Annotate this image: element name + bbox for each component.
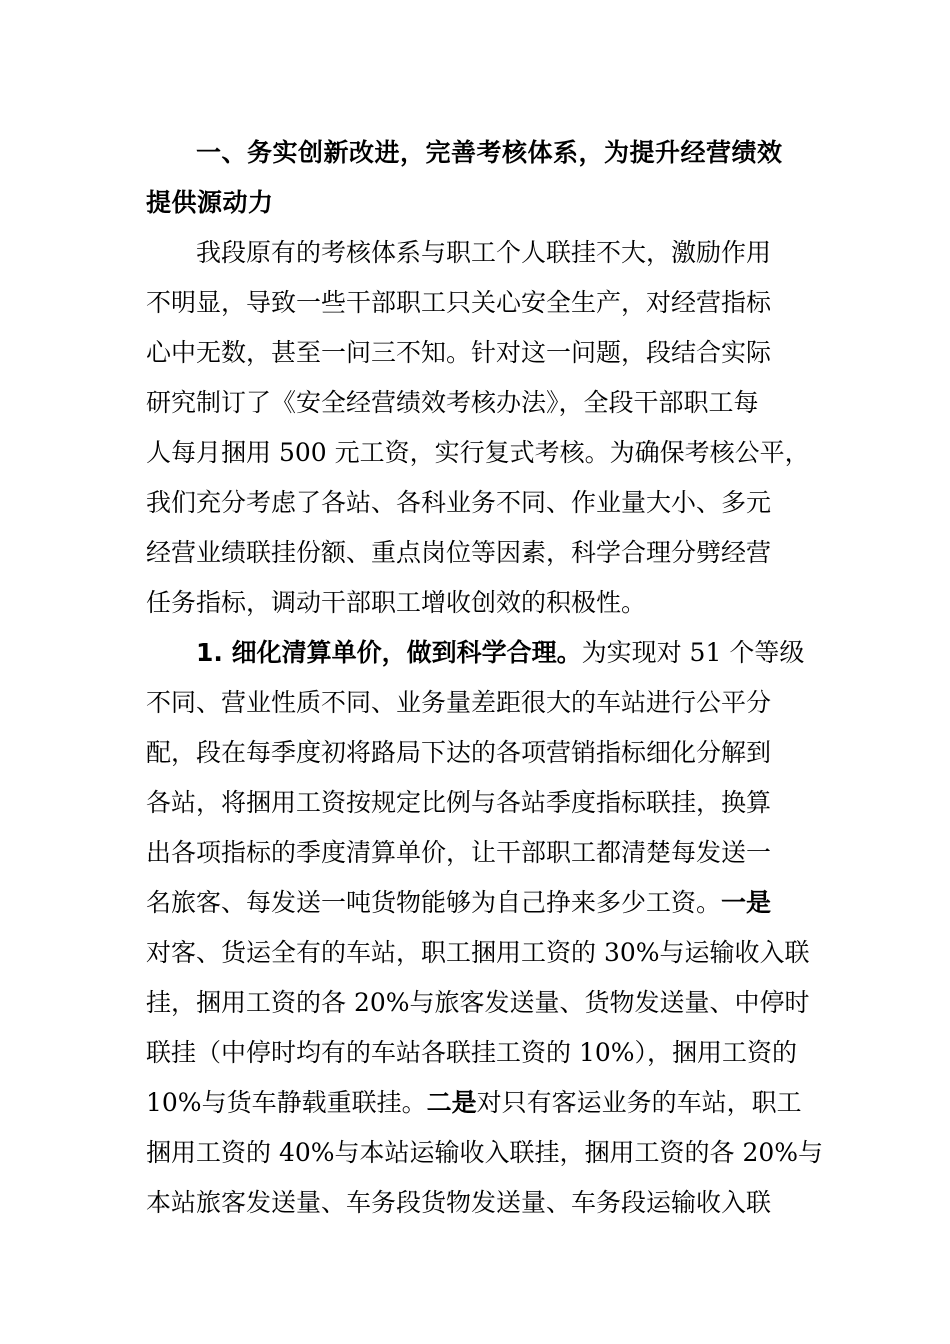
document-body bbox=[146, 128, 824, 1228]
paragraph-2-line-11: 捆用工资的 40%与本站运输收入联挂，捆用工资的各 20%与 bbox=[146, 1138, 824, 1167]
paragraph-1-line-5: 人每月捆用 500 元工资，实行复式考核。为确保考核公平， bbox=[146, 438, 810, 467]
paragraph-2-line-6-text: 名旅客、每发送一吨货物能够为自己挣来多少工资。 bbox=[146, 888, 722, 917]
paragraph-2-line-5: 出各项指标的季度清算单价，让干部职工都清楚每发送一 bbox=[146, 838, 772, 867]
paragraph-1-line-4: 研究制订了《安全经营绩效考核办法》，全段干部职工每 bbox=[146, 388, 759, 417]
section-heading-line-2: 提供源动力 bbox=[146, 188, 274, 217]
paragraph-1-line-3: 心中无数，甚至一问三不知。针对这一问题，段结合实际 bbox=[146, 338, 772, 367]
paragraph-2-line-10 bbox=[146, 1078, 806, 1128]
point-two-label: 二是 bbox=[426, 1088, 477, 1117]
paragraph-2-line-3: 配，段在每季度初将路局下达的各项营销指标细化分解到 bbox=[146, 738, 772, 767]
section-heading-line-1: 一、务实创新改进，完善考核体系，为提升经营绩效 bbox=[196, 138, 783, 167]
paragraph-2-line-9: 联挂（中停时均有的车站各联挂工资的 10%），捆用工资的 bbox=[146, 1038, 798, 1067]
paragraph-1-line-1: 我段原有的考核体系与职工个人联挂不大，激励作用 bbox=[196, 238, 772, 267]
paragraph-1-line-8: 任务指标，调动干部职工增收创效的积极性。 bbox=[146, 588, 647, 617]
paragraph-2-line-10-rest: 对只有客运业务的车站，职工 bbox=[476, 1088, 802, 1117]
point-one-label: 一是 bbox=[721, 888, 772, 917]
paragraph-1-line-7: 经营业绩联挂份额、重点岗位等因素，科学合理分劈经营 bbox=[146, 538, 772, 567]
subsection-lead: 1. 细化清算单价，做到科学合理。 bbox=[196, 638, 582, 667]
paragraph-2-line-1-text: 为实现对 51 个等级 bbox=[581, 638, 805, 667]
paragraph-2-line-8: 挂，捆用工资的各 20%与旅客发送量、货物发送量、中停时 bbox=[146, 988, 810, 1017]
paragraph-2-line-4: 各站，将捆用工资按规定比例与各站季度指标联挂，换算 bbox=[146, 788, 772, 817]
paragraph-2-line-1 bbox=[146, 628, 806, 678]
paragraph-2-line-10-text: 10%与货车静载重联挂。 bbox=[146, 1088, 427, 1117]
paragraph-1-line-2: 不明显，导致一些干部职工只关心安全生产，对经营指标 bbox=[146, 288, 772, 317]
paragraph-2-line-12: 本站旅客发送量、车务段货物发送量、车务段运输收入联 bbox=[146, 1188, 772, 1217]
paragraph-2-line-6 bbox=[146, 878, 806, 928]
paragraph-1-line-6: 我们充分考虑了各站、各科业务不同、作业量大小、多元 bbox=[146, 488, 772, 517]
paragraph-2-line-2: 不同、营业性质不同、业务量差距很大的车站进行公平分 bbox=[146, 688, 772, 717]
paragraph-2-line-7: 对客、货运全有的车站，职工捆用工资的 30%与运输收入联 bbox=[146, 938, 810, 967]
